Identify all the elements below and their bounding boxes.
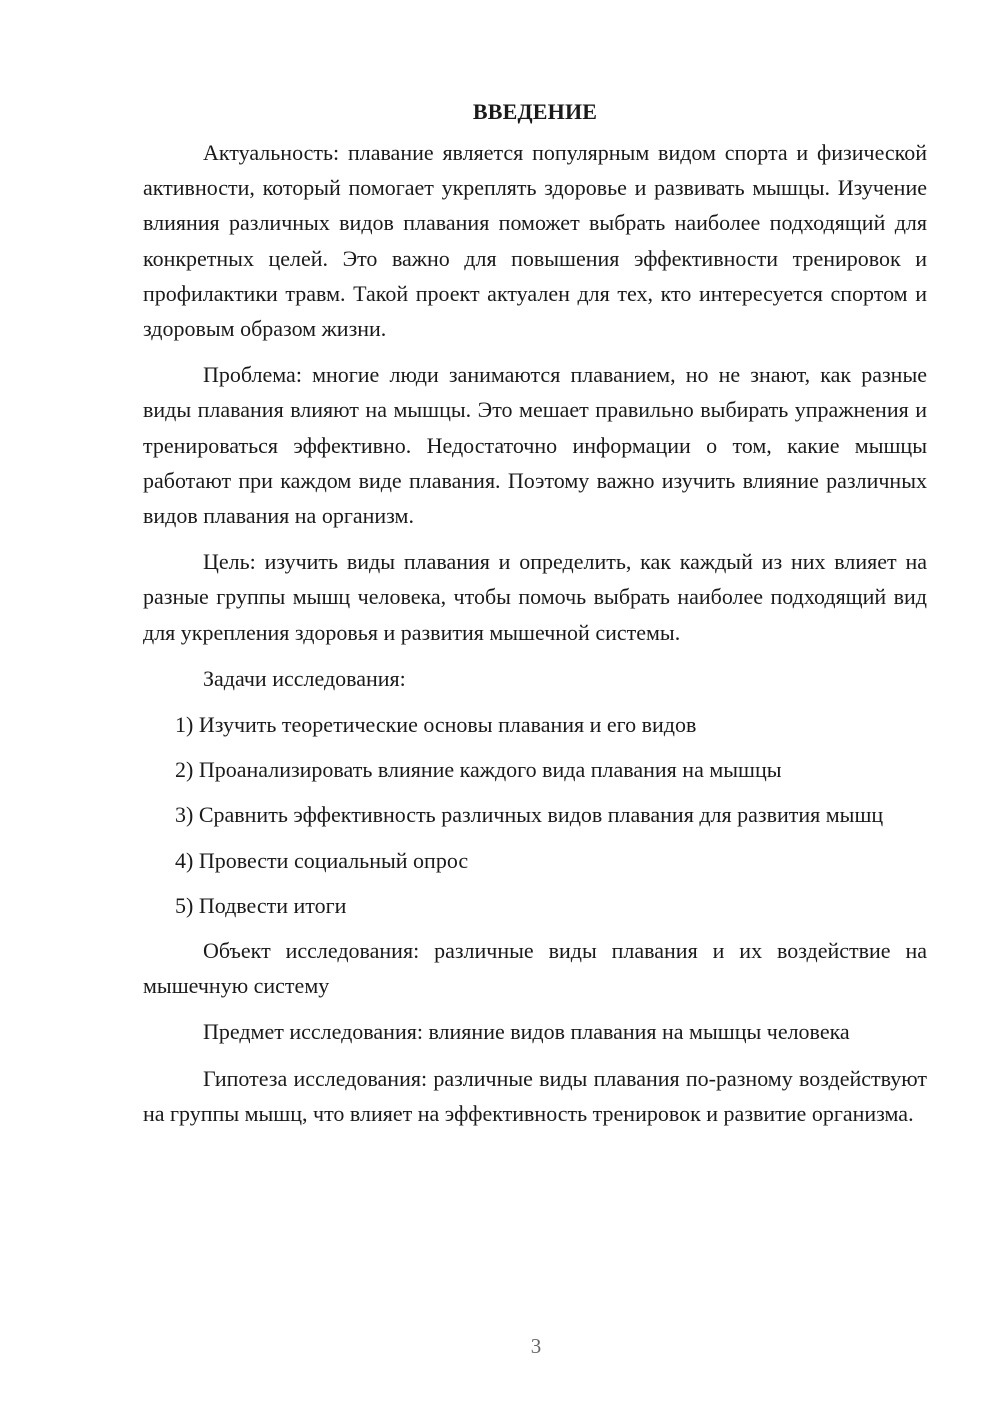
tasks-heading: Задачи исследования: xyxy=(203,665,406,691)
task-item-4: 4) Провести социальный опрос xyxy=(175,847,469,873)
problem-paragraph: Проблема: многие люди занимаются плаванием, но не знают, как разные виды плавания влияют на мышцы. Это мешает правильно выбирать упражнения и тренироваться эффективно. Недостаточно информации о том, какие мышцы работают при каждом виде плавания. Поэтому важно изучить влияние различных видов плавания на организм. xyxy=(143,362,927,529)
page-title: ВВЕДЕНИЕ xyxy=(472,99,598,124)
task-item-2: 2) Проанализировать влияние каждого вида плавания на мышцы xyxy=(175,757,782,783)
task-item-1: 1) Изучить теоретические основы плавания и его видов xyxy=(175,712,697,738)
task-item-3: 3) Сравнить эффективность различных видов плавания для развития мышц xyxy=(175,802,884,828)
subject-paragraph: Предмет исследования: влияние видов плавания на мышцы человека xyxy=(203,1019,850,1045)
relevance-paragraph: Актуальность: плавание является популярным видом спорта и физической активности, который помогает укреплять здоровье и развивать мышцы. Изучение влияния различных видов плавания поможет выбрать наиболее подходящий для конкретных целей. Это важно для повышения эффективности тренировок и профилактики травм. Такой проект актуален для тех, кто интересуется спортом и здоровым образом жизни. xyxy=(143,140,927,342)
task-item-5: 5) Подвести итоги xyxy=(175,892,347,918)
hypothesis-paragraph: Гипотеза исследования: различные виды плавания по-разному воздействуют на группы мышц, что влияет на эффективность тренировок и развитие организма. xyxy=(143,1065,927,1126)
document-body xyxy=(143,94,927,1142)
goal-paragraph: Цель: изучить виды плавания и определить, как каждый из них влияет на разные группы мышц человека, чтобы помочь выбрать наиболее подходящий вид для укрепления здоровья и развития мышечной системы. xyxy=(143,549,927,645)
object-paragraph: Объект исследования: различные виды плавания и их воздействие на мышечную систему xyxy=(143,938,927,999)
page-number: 3 xyxy=(530,1334,542,1358)
